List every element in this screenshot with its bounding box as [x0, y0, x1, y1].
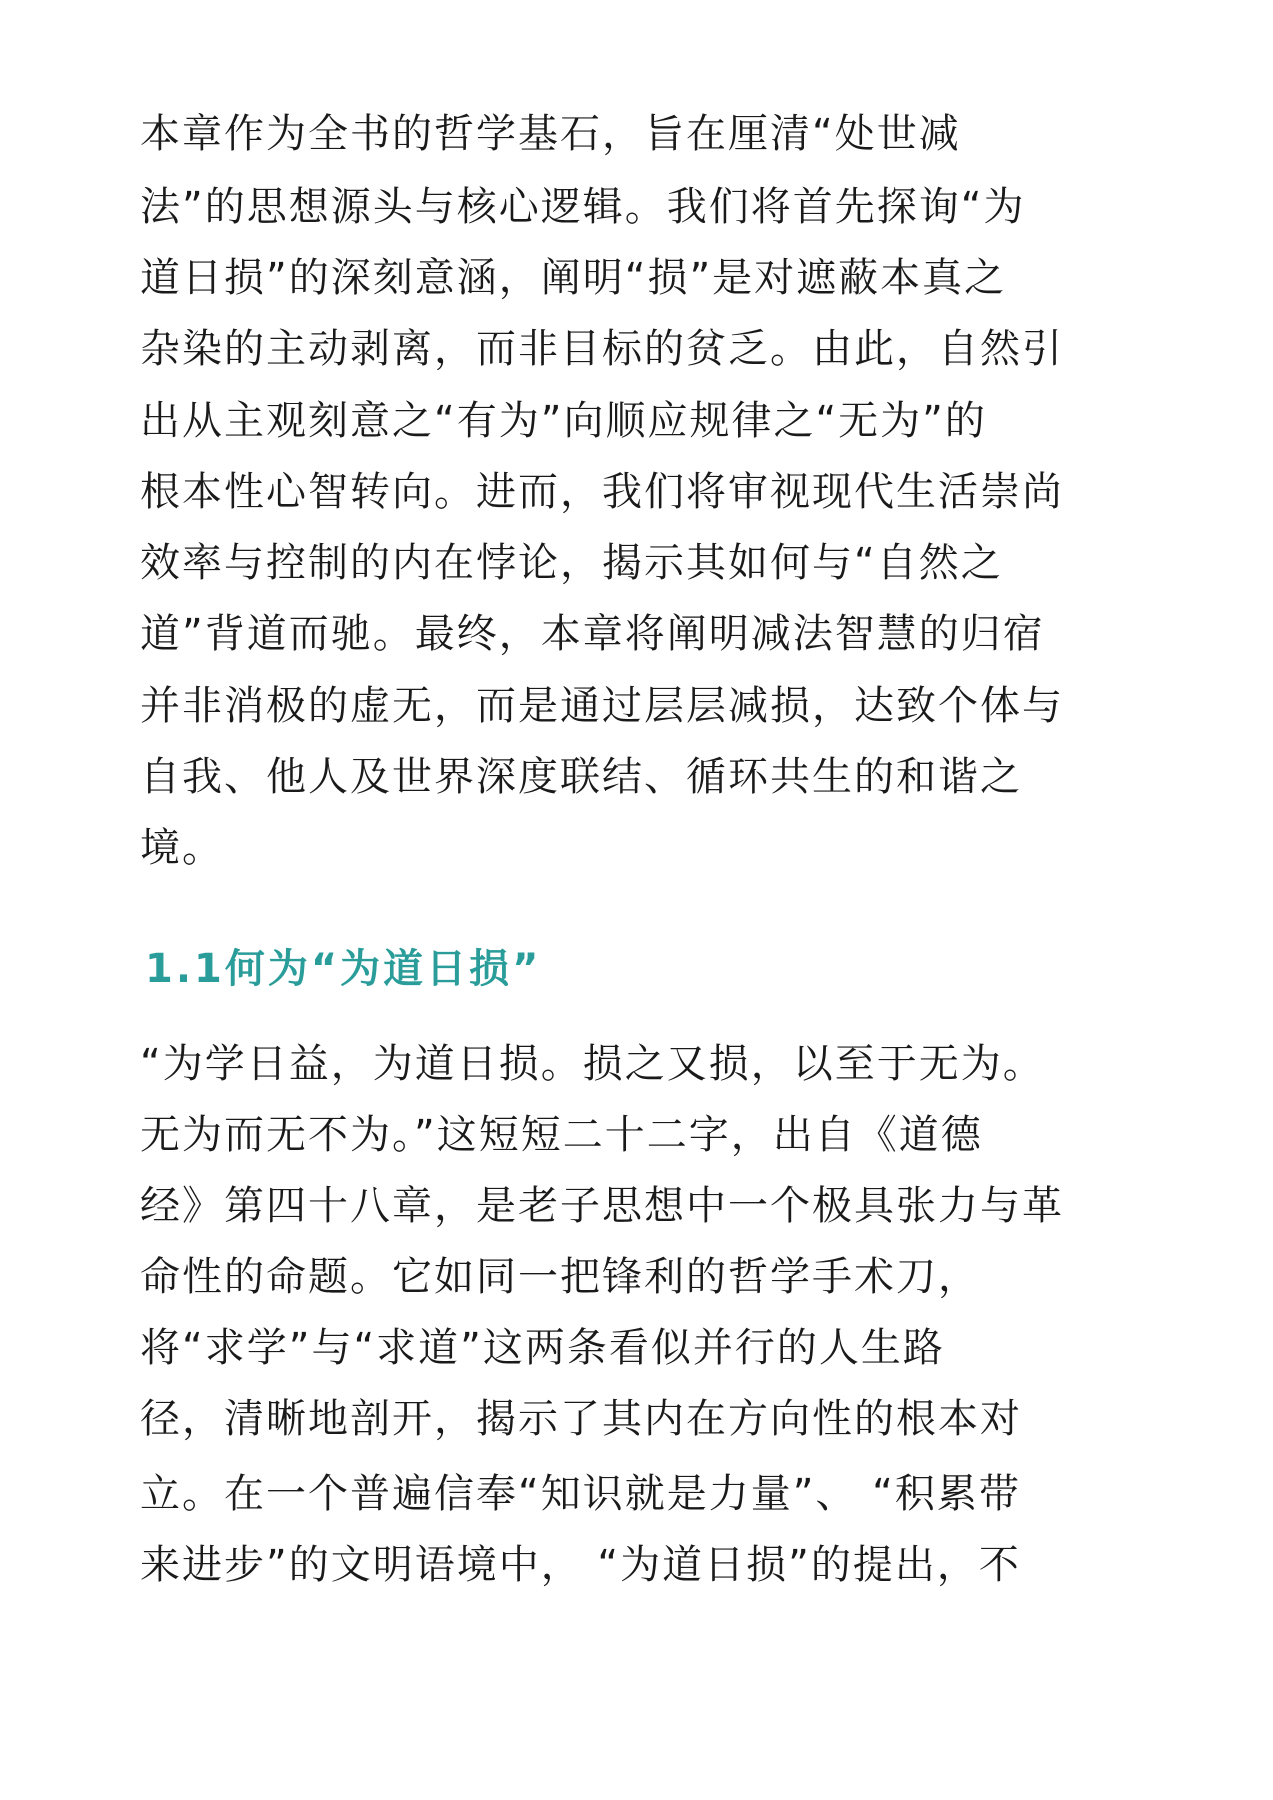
text-line: “为学日益，为道日损。损之又损，以至于无为。	[140, 1041, 1045, 1087]
text-line: 杂染的主动剥离，而非目标的贫乏。由此，自然引	[140, 326, 1064, 372]
text-line: 效率与控制的内在悖论，揭示其如何与“自然之	[140, 540, 1003, 586]
text-line: 径，清晰地剖开，揭示了其内在方向性的根本对	[140, 1396, 1022, 1442]
text-line: 法”的思想源头与核心逻辑。我们将首先探询“为	[140, 184, 1026, 230]
text-line: 道日损”的深刻意涵，阐明“损”是对遮蔽本真之	[140, 255, 1007, 301]
text-line: 道”背道而驰。最终，本章将阐明减法智慧的归宿	[140, 611, 1045, 657]
text-line: 自我、他人及世界深度联结、循环共生的和谐之	[140, 754, 1022, 800]
text-line: 本章作为全书的哲学基石，旨在厘清“处世减	[140, 111, 961, 157]
section-heading: 1.1何为“为道日损”	[145, 946, 542, 992]
text-line: 根本性心智转向。进而，我们将审视现代生活崇尚	[140, 469, 1064, 515]
text-line: 出从主观刻意之“有为”向顺应规律之“无为”的	[140, 398, 987, 444]
text-line: 立。在一个普遍信奉“知识就是力量”、 “积累带	[140, 1471, 1021, 1517]
text-line: 将“求学”与“求道”这两条看似并行的人生路	[140, 1325, 945, 1371]
text-line: 来进步”的文明语境中， “为道日损”的提出，不	[140, 1542, 1021, 1588]
text-line: 并非消极的虚无，而是通过层层减损，达致个体与	[140, 683, 1064, 729]
text-line: 命性的命题。它如同一把锋利的哲学手术刀，	[140, 1254, 980, 1300]
text-line: 无为而无不为。”这短短二十二字，出自《道德	[140, 1112, 983, 1158]
text-line: 境。	[140, 825, 224, 871]
text-line: 经》第四十八章，是老子思想中一个极具张力与革	[140, 1183, 1064, 1229]
